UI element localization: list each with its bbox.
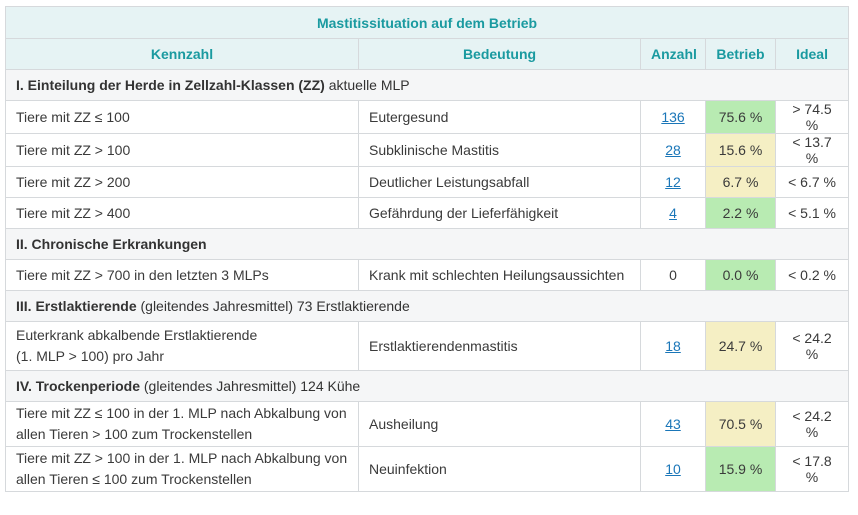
- section-header-row: [6, 229, 849, 260]
- section-header: [6, 371, 849, 402]
- cell-kennzahl: Tiere mit ZZ > 100: [6, 134, 359, 167]
- cell-betrieb: 24.7 %: [706, 322, 776, 371]
- cell-bedeutung: Krank mit schlechten Heilungsaussichten: [359, 260, 641, 291]
- anzahl-link[interactable]: 10: [665, 461, 681, 477]
- table-row: [6, 447, 849, 492]
- header-kennzahl: Kennzahl: [6, 39, 359, 70]
- section-header-row: [6, 70, 849, 101]
- header-ideal: Ideal: [776, 39, 849, 70]
- cell-ideal: < 0.2 %: [776, 260, 849, 291]
- mastitis-table: [5, 6, 849, 492]
- anzahl-link[interactable]: 4: [669, 205, 677, 221]
- anzahl-link[interactable]: 12: [665, 174, 681, 190]
- kennzahl-line-2: allen Tieren ≤ 100 zum Trockenstellen: [16, 471, 252, 487]
- header-betrieb: Betrieb: [706, 39, 776, 70]
- table-row: [6, 322, 849, 371]
- cell-bedeutung: Ausheilung: [359, 402, 641, 447]
- cell-anzahl: [641, 402, 706, 447]
- kennzahl-line-1: Euterkrank abkalbende Erstlaktierende: [16, 327, 258, 343]
- cell-betrieb: 0.0 %: [706, 260, 776, 291]
- cell-anzahl: 0: [641, 260, 706, 291]
- cell-ideal: < 5.1 %: [776, 198, 849, 229]
- cell-betrieb: 15.9 %: [706, 447, 776, 492]
- cell-kennzahl: Tiere mit ZZ ≤ 100: [6, 101, 359, 134]
- cell-bedeutung: Deutlicher Leistungsabfall: [359, 167, 641, 198]
- cell-ideal: < 24.2 %: [776, 402, 849, 447]
- cell-betrieb: 75.6 %: [706, 101, 776, 134]
- section-suffix: (gleitendes Jahresmittel) 73 Erstlaktierende: [136, 298, 410, 314]
- cell-anzahl: [641, 167, 706, 198]
- cell-betrieb: 70.5 %: [706, 402, 776, 447]
- section-suffix: (gleitendes Jahresmittel) 124 Kühe: [139, 378, 361, 394]
- table-title-row: [6, 7, 849, 39]
- cell-anzahl: [641, 322, 706, 371]
- cell-anzahl: [641, 447, 706, 492]
- cell-bedeutung: Subklinische Mastitis: [359, 134, 641, 167]
- cell-anzahl: [641, 198, 706, 229]
- kennzahl-line-1: Tiere mit ZZ > 100 in der 1. MLP nach Abkalbung von: [16, 450, 348, 466]
- anzahl-link[interactable]: 43: [665, 416, 681, 432]
- section-suffix: aktuelle MLP: [324, 77, 410, 93]
- kennzahl-line-1: Tiere mit ZZ ≤ 100 in der 1. MLP nach Abkalbung von: [16, 405, 347, 421]
- table-row: [6, 260, 849, 291]
- cell-ideal: < 24.2 %: [776, 322, 849, 371]
- cell-ideal: > 74.5 %: [776, 101, 849, 134]
- cell-anzahl: [641, 101, 706, 134]
- table-row: [6, 134, 849, 167]
- section-header-row: [6, 371, 849, 402]
- anzahl-link[interactable]: 136: [661, 109, 685, 125]
- cell-kennzahl: Tiere mit ZZ > 200: [6, 167, 359, 198]
- cell-bedeutung: Gefährdung der Lieferfähigkeit: [359, 198, 641, 229]
- section-title: IV. Trockenperiode: [16, 378, 140, 394]
- cell-kennzahl: [6, 322, 359, 371]
- cell-kennzahl: Tiere mit ZZ > 400: [6, 198, 359, 229]
- cell-kennzahl: [6, 447, 359, 492]
- table-row: [6, 402, 849, 447]
- header-bedeutung: Bedeutung: [359, 39, 641, 70]
- cell-ideal: < 6.7 %: [776, 167, 849, 198]
- section-header: [6, 229, 849, 260]
- table-row: [6, 198, 849, 229]
- section-title: I. Einteilung der Herde in Zellzahl-Klassen (ZZ): [16, 77, 325, 93]
- table-row: [6, 167, 849, 198]
- section-header-row: [6, 291, 849, 322]
- anzahl-link[interactable]: 18: [665, 338, 681, 354]
- cell-kennzahl: Tiere mit ZZ > 700 in den letzten 3 MLPs: [6, 260, 359, 291]
- cell-betrieb: 15.6 %: [706, 134, 776, 167]
- cell-ideal: < 13.7 %: [776, 134, 849, 167]
- cell-kennzahl: [6, 402, 359, 447]
- section-title: II. Chronische Erkrankungen: [16, 236, 207, 252]
- section-header: [6, 70, 849, 101]
- anzahl-link[interactable]: 28: [665, 142, 681, 158]
- cell-ideal: < 17.8 %: [776, 447, 849, 492]
- table-header-row: [6, 39, 849, 70]
- section-header: [6, 291, 849, 322]
- cell-betrieb: 6.7 %: [706, 167, 776, 198]
- kennzahl-line-2: allen Tieren > 100 zum Trockenstellen: [16, 426, 253, 442]
- cell-bedeutung: Neuinfektion: [359, 447, 641, 492]
- kennzahl-line-2: (1. MLP > 100) pro Jahr: [16, 348, 164, 364]
- mastitis-table-container: [5, 6, 848, 492]
- cell-bedeutung: Erstlaktierendenmastitis: [359, 322, 641, 371]
- section-title: III. Erstlaktierende: [16, 298, 137, 314]
- cell-anzahl: [641, 134, 706, 167]
- table-row: [6, 101, 849, 134]
- header-anzahl: Anzahl: [641, 39, 706, 70]
- cell-betrieb: 2.2 %: [706, 198, 776, 229]
- cell-bedeutung: Eutergesund: [359, 101, 641, 134]
- table-title: Mastitissituation auf dem Betrieb: [6, 7, 849, 39]
